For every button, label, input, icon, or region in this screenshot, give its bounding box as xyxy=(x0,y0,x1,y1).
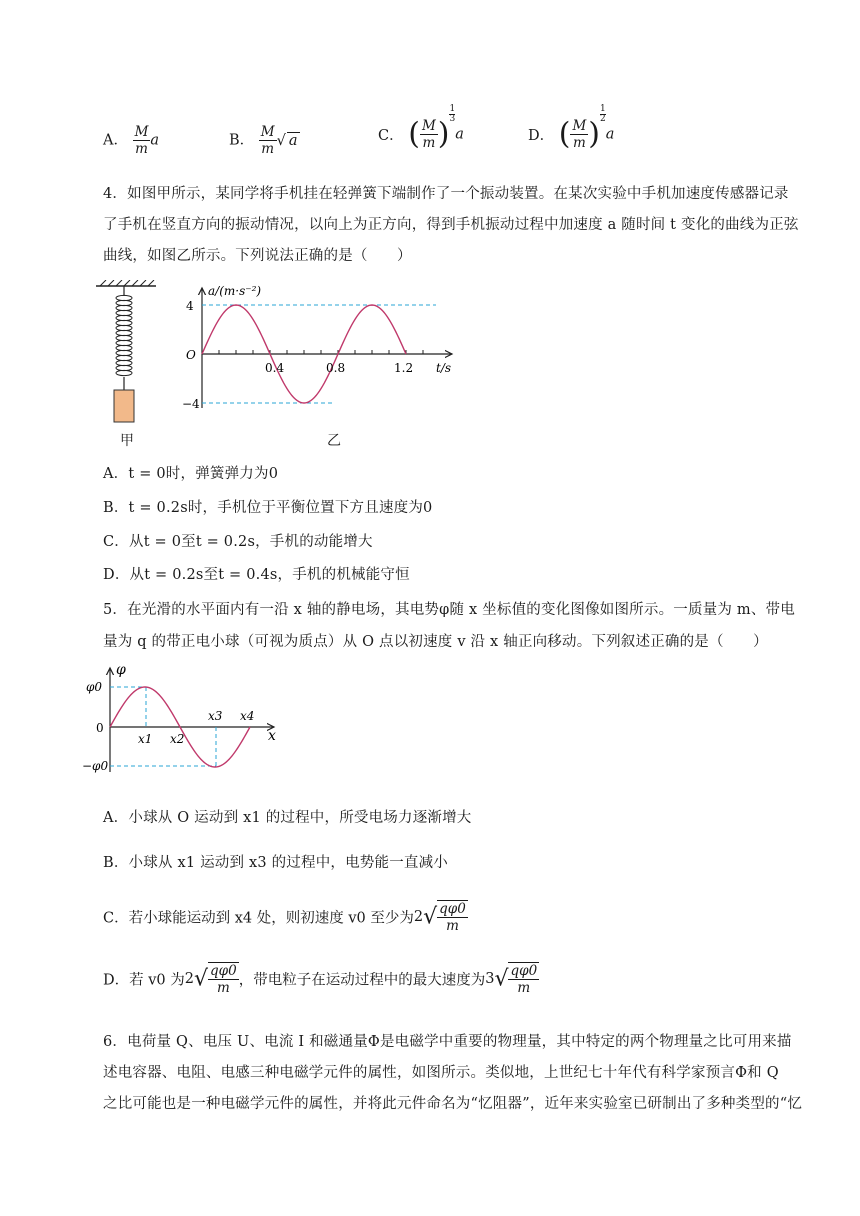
spring-coil xyxy=(116,350,132,355)
x-axis-label: x xyxy=(268,728,276,744)
xtick-0.4: 0.4 xyxy=(265,361,285,375)
option-label: C． xyxy=(378,128,404,144)
spring-coil xyxy=(116,305,132,310)
spring-coil xyxy=(116,355,132,360)
zero-label: 0 xyxy=(96,721,104,735)
denominator: m xyxy=(517,980,531,996)
x-minor-ticks xyxy=(219,350,423,354)
coefficient: 3 xyxy=(485,971,495,987)
q5-stem-line2: 量为 q 的带正电小球（可视为质点）从 O 点以初速度 v 沿 x 轴正向移动。下列叙述正确的是（ ） xyxy=(103,634,768,650)
option-d-middle: ，带电粒子在运动过程中的最大速度为 xyxy=(238,972,486,989)
phi0-label: φ0 xyxy=(86,680,103,694)
spring-coil xyxy=(116,370,132,375)
ytick-neg4: −4 xyxy=(182,397,200,411)
q3-option-c xyxy=(378,103,464,152)
spring-coil xyxy=(116,365,132,370)
spring-coil xyxy=(116,335,132,340)
exp-num: 1 xyxy=(449,103,456,114)
numerator: qφ0 xyxy=(210,963,237,979)
coefficient: 2 xyxy=(413,909,424,925)
q6-line1: 6．电荷量 Q、电压 U、电流 I 和磁通量Φ是电磁学中重要的物理量，其中特定的两个物理量之比可用来描 xyxy=(103,1034,792,1050)
variable-a: a xyxy=(150,132,160,149)
xtick-1.2: 1.2 xyxy=(394,361,414,375)
fraction xyxy=(437,900,468,934)
q5-option-c xyxy=(103,900,468,934)
fraction xyxy=(259,124,277,157)
q5-option-b: B．小球从 x1 运动到 x3 的过程中，电势能一直减小 xyxy=(103,855,448,871)
ceiling-hatch xyxy=(100,280,154,286)
option-c-text: C．若小球能运动到 x4 处，则初速度 v0 至少为 xyxy=(103,910,414,927)
numerator: M xyxy=(134,124,149,140)
option-d-text: D．若 v0 为 xyxy=(103,972,185,989)
option-label: B． xyxy=(229,132,255,149)
denominator: m xyxy=(446,918,459,934)
variable-a: a xyxy=(455,126,464,143)
x-axis-label: t/s xyxy=(436,361,452,375)
spring-figure xyxy=(90,280,170,450)
q4-option-b: B．t = 0.2s时，手机位于平衡位置下方且速度为0 xyxy=(103,500,433,516)
right-paren: ) xyxy=(437,116,450,152)
q4-option-a: A．t = 0时，弹簧弹力为0 xyxy=(103,466,279,482)
sqrt-symbol: √ $\frac{q\varphi 0}{m}$ xyxy=(423,901,466,934)
fraction xyxy=(208,962,239,996)
fig-jia-label: 甲 xyxy=(120,433,134,449)
sqrt-symbol: √ a xyxy=(276,133,298,149)
left-paren: ( xyxy=(558,116,571,152)
q3-option-b xyxy=(229,124,300,157)
x3-label: x3 xyxy=(208,709,223,723)
q4-stem-line2: 了手机在竖直方向的振动情况，以向上为正方向，得到手机振动过程中加速度 a 随时间 t 变化的曲线为正弦 xyxy=(103,217,799,233)
numerator: M xyxy=(421,118,436,134)
q4-stem-line3: 曲线，如图乙所示。下列说法正确的是（ ） xyxy=(103,248,412,264)
spring-coil xyxy=(116,345,132,350)
spring-coil xyxy=(116,315,132,320)
q5-option-a: A．小球从 O 运动到 x1 的过程中，所受电场力逐渐增大 xyxy=(103,810,472,826)
q5-option-d xyxy=(103,962,539,996)
radicand: a xyxy=(288,133,298,149)
neg-phi0-label: −φ0 xyxy=(82,759,109,773)
at-graph xyxy=(180,280,460,420)
option-label: A． xyxy=(103,132,128,149)
spring-coil xyxy=(116,330,132,335)
phi-label: φ xyxy=(116,662,126,678)
exp-den: 3 xyxy=(449,113,456,124)
sqrt-symbol: √ $\frac{q\varphi 0}{m}$ xyxy=(494,963,538,996)
coefficient: 2 xyxy=(184,971,194,987)
variable-a: a xyxy=(605,126,615,143)
numerator: qφ0 xyxy=(510,963,538,979)
q4-option-d: D．从t = 0.2s至t = 0.4s，手机的机械能守恒 xyxy=(103,567,410,583)
numerator: M xyxy=(572,118,587,134)
ytick-4: 4 xyxy=(186,299,194,313)
right-paren: ) xyxy=(588,116,601,152)
numerator: qφ0 xyxy=(439,901,466,917)
q3-option-d xyxy=(528,103,615,152)
denominator: m xyxy=(422,135,436,151)
exponent xyxy=(449,105,455,124)
numerator: M xyxy=(260,124,275,140)
y-axis-label: a/(m·s⁻²) xyxy=(208,284,262,298)
spring-coil xyxy=(116,360,132,365)
spring-coils xyxy=(116,295,132,375)
q3-option-a xyxy=(103,124,159,157)
x4-label: x4 xyxy=(240,709,255,723)
x2-label: x2 xyxy=(170,732,185,746)
denominator: m xyxy=(261,141,275,157)
q4-stem-line1: 4．如图甲所示，某同学将手机挂在轻弹簧下端制作了一个振动装置。在某次实验中手机加速度传感器记录 xyxy=(103,186,789,202)
q6-line2: 述电容器、电阻、电感三种电磁学元件的属性，如图所示。类似地，上世纪七十年代有科学家预言Φ和 Q xyxy=(103,1065,779,1081)
phi-x-graph xyxy=(82,660,292,775)
phone-block xyxy=(114,390,134,422)
sqrt-symbol: √ $\frac{q\varphi 0}{m}$ xyxy=(194,963,237,996)
q6-line3: 之比可能也是一种电磁学元件的属性，并将此元件命名为“忆阻器”，近年来实验室已研制出了多种类型的“忆 xyxy=(103,1096,803,1112)
denominator: m xyxy=(572,135,586,151)
fraction xyxy=(133,124,151,157)
q4-option-c: C．从t = 0至t = 0.2s，手机的动能增大 xyxy=(103,534,373,550)
fraction xyxy=(570,118,588,151)
spring-coil xyxy=(116,325,132,330)
spring-coil xyxy=(116,340,132,345)
option-label: D． xyxy=(528,128,555,144)
spring-coil xyxy=(116,300,132,305)
denominator: m xyxy=(216,980,230,996)
exp-den: 2 xyxy=(600,113,606,124)
exp-num: 1 xyxy=(600,103,606,114)
denominator: m xyxy=(135,141,148,157)
spring-coil xyxy=(116,295,132,300)
left-paren: ( xyxy=(408,116,420,152)
q5-stem-line1: 5．在光滑的水平面内有一沿 x 轴的静电场，其电势φ随 x 坐标值的变化图像如图所示。一质量为 m、带电 xyxy=(103,602,795,618)
spring-coil xyxy=(116,320,132,325)
xtick-0.8: 0.8 xyxy=(326,361,346,375)
fraction xyxy=(508,962,539,996)
fig-yi-label: 乙 xyxy=(327,433,341,449)
x1-label: x1 xyxy=(138,732,153,746)
fraction xyxy=(420,118,438,151)
exponent xyxy=(600,105,606,124)
origin-label: O xyxy=(186,348,196,362)
spring-coil xyxy=(116,310,132,315)
